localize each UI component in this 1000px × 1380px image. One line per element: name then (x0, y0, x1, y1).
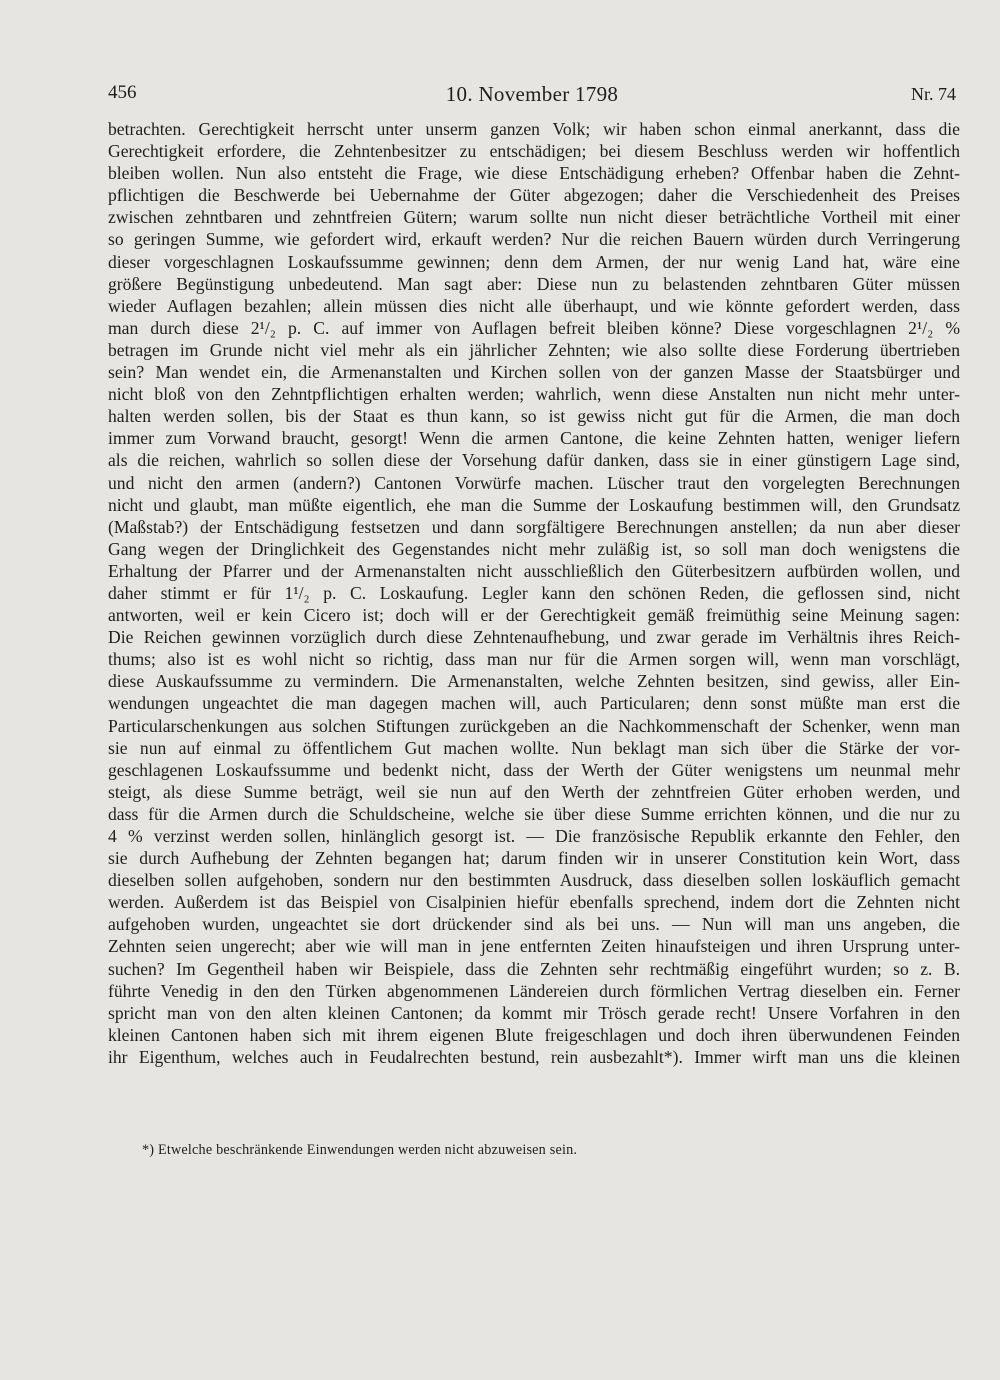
text-line: größere Begünstigung unbedeutend. Man sagt aber: Diese nun zu belastenden zehntbaren Güter müssen (108, 273, 960, 294)
text-line: Gerechtigkeit erfordere, die Zehntenbesitzer zu entschädigen; bei diesem Beschluss werden wir hoffentlich (108, 141, 960, 162)
text-line: geschlagenen Loskaufssumme und bedenkt nicht, dass der Werth der Güter wenigstens um neunmal mehr (108, 759, 960, 780)
header-date: 10. November 1798 (445, 82, 619, 106)
text-line: kleinen Cantonen haben sich mit ihrem eigenen Blute freigeschlagen und doch ihren überwundenen Feinden (108, 1024, 960, 1045)
document-number: Nr. 74 (911, 84, 956, 104)
text-line: und nicht den armen (andern?) Cantonen Vorwürfe machen. Lüscher traut den vorgelegten Berechnungen (108, 472, 960, 493)
text-line: nicht und glaubt, man müßte eigentlich, ehe man die Summe der Loskaufung bestimmen will, den Grundsatz (108, 494, 960, 515)
text-line: Gang wegen der Dringlichkeit des Gegenstandes nicht mehr zuläßig ist, so soll man doch wenigstens die (108, 538, 960, 559)
text-line: Particularschenkungen aus solchen Stiftungen zurückgeben an die Nachkommenschaft der Schenker, wenn man (108, 715, 960, 736)
text-line: aufgehoben wurden, ungeachtet sie dort drückender sind als bei uns. — Nun will man uns angeben, die (108, 914, 960, 935)
text-line: pflichtigen die Beschwerde bei Uebernahme der Güter abgezogen; daher die Verschiedenheit des Preises (108, 185, 960, 206)
footnote-divider (108, 1132, 228, 1133)
text-line: sein? Man wendet ein, die Armenanstalten und Kirchen sollen von der ganzen Masse der Staatsbürger und (108, 362, 960, 383)
text-line: diese Auskaufssumme zu vermindern. Die Armenanstalten, welche Zehnten besitzen, sind gewiss, aller Ein- (108, 671, 960, 692)
text-line: Erhaltung der Pfarrer und der Armenanstalten nicht ausschließlich den Güterbesitzern aufbürden wollen, und (108, 560, 960, 581)
text-line: wendungen ungeachtet die man dagegen machen will, auch Particularen; denn sonst müßte man erst die (108, 693, 960, 714)
text-line: daher stimmt er für 1¹/₂ p. C. Loskaufung. Legler kann den schönen Reden, die geflossen sind, nicht (108, 582, 960, 603)
text-line: führte Venedig in den den Türken abgenommenen Ländereien durch förmlichen Vertrag dieselben ein. Ferner (108, 980, 960, 1001)
text-line: sie durch Aufhebung der Zehnten begangen hat; darum finden wir in unserer Constitution kein Wort, dass (108, 848, 960, 869)
text-line: steigt, als diese Summe beträgt, weil sie nun auf den Werth der zehntfreien Güter erhoben werden, und (108, 781, 960, 802)
text-line: werden. Außerdem ist das Beispiel von Cisalpinien hiefür ebenfalls sprechend, indem dort die Zehnten nicht (108, 892, 960, 913)
text-line: immer zum Vorwand braucht, gesorgt! Wenn die armen Cantone, die keine Zehnten hatten, weniger liefern (108, 428, 960, 449)
text-line: betrachten. Gerechtigkeit herrscht unter unserm ganzen Volk; wir haben schon einmal anerkannt, dass die (108, 119, 960, 139)
text-line: zwischen zehntbaren und zehntfreien Gütern; warum sollte nun nicht dieser beträchtliche Vortheil mit einer (108, 207, 960, 228)
text-line: (Maßstab?) der Entschädigung festsetzen und dann sorgfältigere Berechnungen anstellen; da nun aber dieser (108, 516, 960, 537)
text-line: dass für die Armen durch die Schuldscheine, welche sie über diese Summe errichten können, und die nur zu (108, 803, 960, 824)
text-line: dieser vorgeschlagnen Loskaufssumme gewinnen; denn dem Armen, der nur wenig Land hat, wäre eine (108, 251, 960, 272)
text-line: 4 % verzinst werden sollen, hinlänglich gesorgt ist. — Die französische Republik erkannte den Fehler, den (108, 826, 960, 846)
page-header (108, 82, 956, 112)
text-line: bleiben wollen. Nun also entsteht die Frage, wie diese Entschädigung erheben? Offenbar haben die Zehnt- (108, 163, 960, 184)
page-number: 456 (108, 82, 137, 103)
text-line: halten werden sollen, bis der Staat es thun kann, so ist gewiss nicht gut für die Armen, die man doch (108, 406, 960, 427)
text-line: spricht man von den alten kleinen Cantonen; da kommt mir Trösch gerade recht! Unsere Vorfahren in den (108, 1002, 960, 1023)
text-line: als die reichen, wahrlich so sollen diese der Vorsehung dafür danken, dass sie in einer günstigern Lage sind, (108, 450, 960, 471)
body-text (108, 118, 960, 1068)
footnote: *) Etwelche beschränkende Einwendungen werden nicht abzuweisen sein. (142, 1142, 578, 1158)
text-line: sie nun auf einmal zu öffentlichem Gut machen wollte. Nun beklagt man sich über die Stärke der vor- (108, 737, 960, 758)
text-line: antworten, weil er kein Cicero ist; doch will er der Gerechtigkeit gemäß freimüthig seine Meinung sagen: (108, 605, 960, 626)
text-line: so geringen Summe, wie gefordert wird, erkauft werden? Nur die reichen Bauern würden durch Verringerung (108, 229, 960, 250)
text-line: suchen? Im Gegentheil haben wir Beispiele, dass die Zehnten sehr rechtmäßig eingeführt wurden; so z. B. (108, 958, 960, 979)
text-line: nicht bloß von den Zehntpflichtigen erhalten werden; wahrlich, wenn diese Anstalten nun nicht mehr unter- (108, 384, 960, 405)
text-line: man durch diese 2¹/₂ p. C. auf immer von Auflagen befreit bleiben könne? Diese vorgeschlagnen 2¹/₂ % (108, 317, 960, 338)
text-line: ihr Eigenthum, welches auch in Feudalrechten bestund, rein ausbezahlt*). Immer wirft man uns die kleinen (108, 1046, 960, 1067)
text-line: Zehnten seien ungerecht; aber wie will man in jene entfernten Zeiten hinaufsteigen und ihren Ursprung unter- (108, 936, 960, 957)
text-line: thums; also ist es wohl nicht so richtig, dass man nur für die Armen sorgen will, wenn man vorschlägt, (108, 649, 960, 670)
text-line: dieselben sollen aufgehoben, sondern nur den bestimmten Ausdruck, dass dieselben sollen loskäuflich gemacht (108, 870, 960, 891)
text-line: betragen im Grunde nicht viel mehr als ein jährlicher Zehnten; wie also sollte diese Forderung übertrieben (108, 339, 960, 360)
text-line: Die Reichen gewinnen vorzüglich durch diese Zehntenaufhebung, und zwar gerade im Verhältnis ihres Reich- (108, 627, 960, 648)
text-line: wieder Auflagen bezahlen; allein müssen dies nicht alle überhaupt, und wie könnte gefordert werden, dass (108, 295, 960, 316)
